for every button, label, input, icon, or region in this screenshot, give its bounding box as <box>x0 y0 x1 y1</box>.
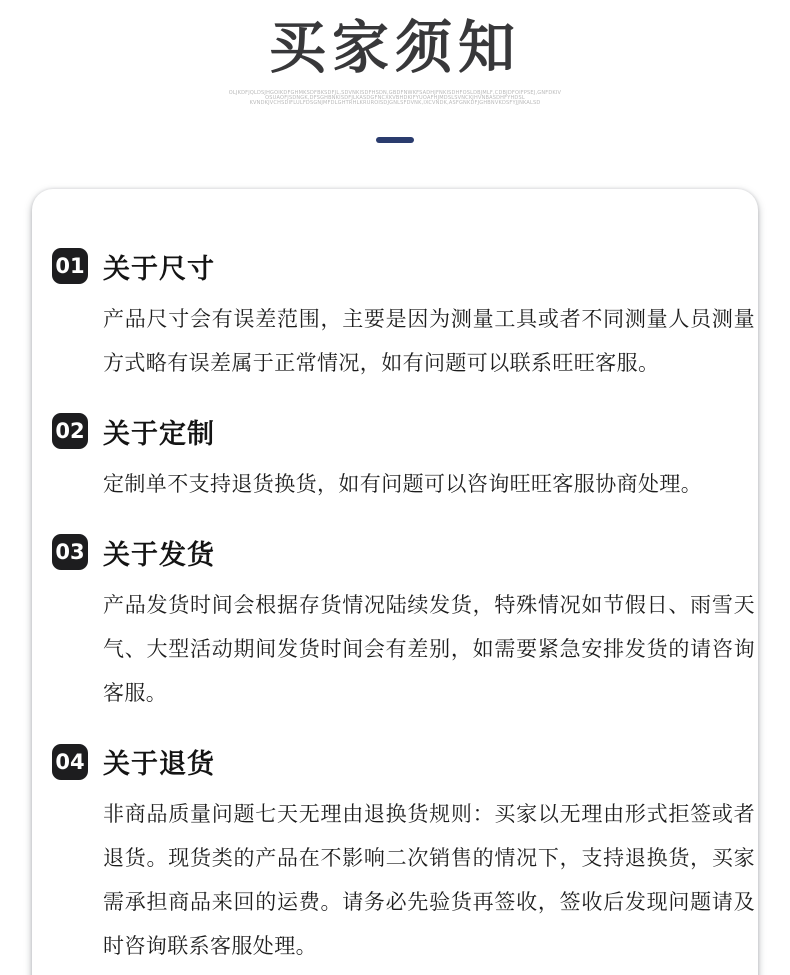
buyer-notice-card <box>32 189 758 975</box>
decorative-subtitle-line: KVNDKJVCHSDIFLULFDSGNJMFDLGHTRHLKRUROISDJGNLSFDVNK,IXCVNDK,ASFGNKDFJGHBNVKDSFYJJNKALSD <box>249 99 541 106</box>
title-divider-dash <box>376 137 414 143</box>
page-title: 买家须知 <box>269 15 521 81</box>
section-title: 关于定制 <box>103 418 215 450</box>
section-number-badge: 01 <box>52 248 88 284</box>
section-header <box>52 247 744 286</box>
section-body-text: 产品发货时间会根据存货情况陆续发货，特殊情况如节假日、雨雪天气、大型活动期间发货时间会有差别，如需要紧急安排发货的请咨询客服。 <box>103 592 755 706</box>
section-returns <box>52 742 755 968</box>
section-header <box>52 533 744 572</box>
section-number-badge: 04 <box>52 744 88 780</box>
section-body-text: 产品尺寸会有误差范围，主要是因为测量工具或者不同测量人员测量方式略有误差属于正常情况，如有问题可以联系旺旺客服。 <box>103 306 755 375</box>
decorative-subtitle <box>0 91 790 106</box>
section-body-text: 定制单不支持退货换货，如有问题可以咨询旺旺客服协商处理。 <box>103 471 703 496</box>
section-shipping <box>52 533 755 715</box>
decorative-subtitle-line: OSUAOFJSDNGK,DFSGHBNKISDFJLKASDGFNCXKVBHDKIFYUOAFHJMDSLSVNCKJHVNBASDHFYHDSL <box>265 94 525 101</box>
section-title: 关于尺寸 <box>103 253 215 285</box>
section-title: 关于发货 <box>103 539 215 571</box>
page-header <box>0 0 790 143</box>
section-number-badge: 03 <box>52 534 88 570</box>
section-header <box>52 742 744 781</box>
section-body-text: 非商品质量问题七天无理由退换货规则：买家以无理由形式拒签或者退货。现货类的产品在不影响二次销售的情况下，支持退换货，买家需承担商品来回的运费。请务必先验货再签收，签收后发现问题请及时咨询联系客服处理。 <box>103 802 755 959</box>
section-title: 关于退货 <box>103 749 215 781</box>
section-header <box>52 412 744 451</box>
section-size <box>52 247 755 385</box>
section-number-badge: 02 <box>52 413 88 449</box>
decorative-subtitle-line: OLJKDFJQLDSJHGOIKDFGHMKSDFBKSDFJL,SDVNKISDFHSDN,GBDFNWKFSADHJFNKISDHFOSLDBJMLF,CDBJDFOIFPSEJ,GNFDKIV <box>228 89 562 96</box>
section-customization <box>52 412 744 506</box>
